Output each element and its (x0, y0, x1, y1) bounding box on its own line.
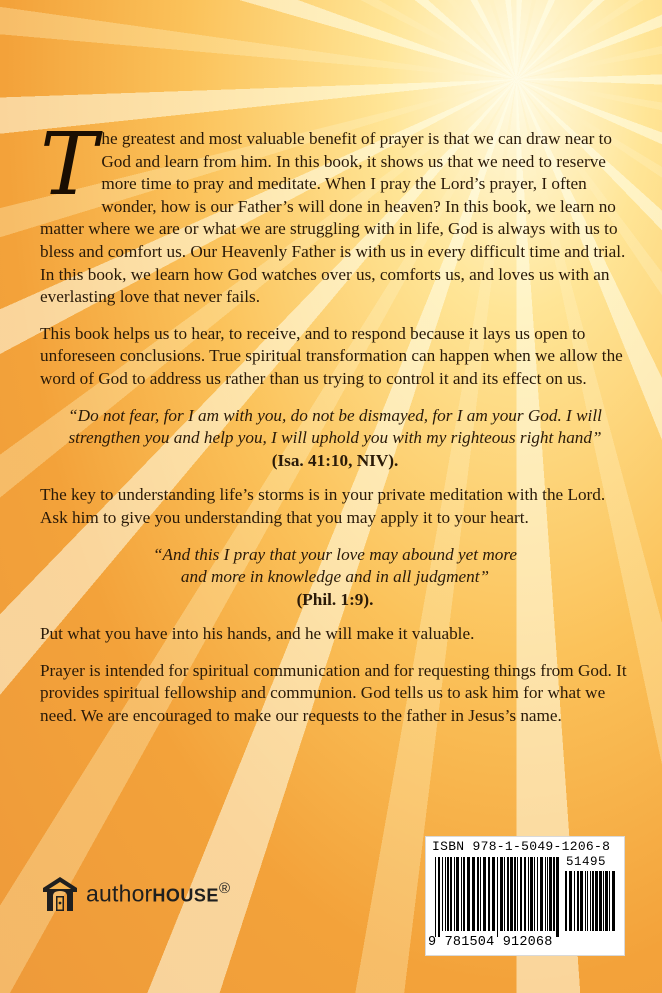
barcode-bar (547, 857, 548, 931)
barcode-bar (592, 871, 594, 931)
barcode-bar (504, 857, 505, 931)
barcode-bar (497, 857, 498, 937)
scripture-quote-2-ref: (Phil. 1:9). (296, 589, 374, 609)
publisher-name (86, 880, 230, 908)
barcode-bar (463, 857, 465, 931)
isbn-label: ISBN 978-1-5049-1206-8 (432, 839, 611, 854)
barcode-bar (574, 871, 575, 931)
barcode-bar (595, 871, 598, 931)
barcode-bar (520, 857, 522, 931)
scripture-quote-1-text: “Do not fear, for I am with you, do not be dismayed, for I am your God. I will strengthen you and help you, I will uphold you with my righteous right hand” (68, 405, 602, 448)
price-code: 51495 (566, 855, 607, 869)
publisher-name-lower: author (86, 880, 153, 907)
barcode-bar (599, 871, 602, 931)
paragraph-5: Prayer is intended for spiritual communication and for requesting things from God. It provides spiritual fellowship and communion. God tells us to ask him for what we need. We are encouraged to make our requests to the father in Jesus’s name. (40, 660, 627, 726)
barcode-bars-supplement (564, 871, 616, 937)
drop-cap: T (40, 115, 98, 215)
barcode-bar (577, 871, 579, 931)
scripture-quote-2-line-1: “And this I pray that your love may abound yet more (152, 544, 518, 564)
barcode-bar (612, 871, 615, 931)
barcode-bar (580, 871, 583, 931)
barcode-bar (435, 857, 436, 937)
barcode-bar (447, 857, 449, 931)
barcode-digits: 9 781504 912068 (428, 935, 553, 950)
barcode-bar (450, 857, 452, 931)
barcode-bar (507, 857, 509, 931)
barcode-bar (456, 857, 459, 931)
barcode-bar (605, 871, 608, 931)
barcode-bar (587, 871, 588, 931)
barcode-bar (510, 857, 513, 931)
publisher-name-caps: HOUSE (152, 885, 219, 906)
barcode-bar (492, 857, 495, 931)
paragraph-4: Put what you have into his hands, and he will make it valuable. (40, 624, 475, 644)
barcode-bar (454, 857, 455, 931)
barcode-bar (514, 857, 516, 931)
barcode-bar (500, 857, 503, 931)
barcode-bar (534, 857, 535, 931)
barcode-bar (472, 857, 475, 931)
registered-mark: ® (218, 880, 231, 898)
barcode-bar (461, 857, 462, 931)
scripture-quote-1 (40, 405, 630, 473)
paragraph-2: This book helps us to hear, to receive, and to respond because it lays us open to unforeseen conclusions. True spiritual transformation can happen when we allow the word of God to address us rather than us trying to control it and its effect on us. (40, 323, 623, 388)
scripture-quote-2-line-2: and more in knowledge and in all judgment” (180, 567, 490, 587)
cover-text (40, 115, 630, 742)
barcode-bar (585, 871, 586, 931)
barcode-bar (445, 857, 446, 931)
barcode-bar (590, 871, 591, 931)
barcode-bar (438, 857, 440, 937)
paragraph-1 (40, 115, 630, 309)
barcode-bar (477, 857, 479, 931)
barcode-bar (545, 857, 546, 931)
barcode-bar (488, 857, 490, 931)
barcode-bar (549, 857, 552, 931)
barcode-bar (483, 857, 486, 931)
barcode-bar (540, 857, 543, 931)
barcode-bar (528, 857, 529, 931)
barcode-bar (530, 857, 533, 931)
barcode-bar (442, 857, 443, 931)
isbn-barcode (425, 836, 625, 956)
barcode-bar (556, 857, 559, 937)
barcode-bars-main (434, 857, 560, 937)
barcode-bar (517, 857, 518, 931)
authorhouse-logo-icon (40, 874, 80, 914)
barcode-bar (569, 871, 572, 931)
barcode-bar (480, 857, 481, 931)
scripture-quote-1-ref: (Isa. 41:10, NIV). (271, 450, 399, 470)
barcode-bar (609, 871, 610, 931)
barcode-bar (603, 871, 604, 931)
barcode-bar (537, 857, 538, 931)
barcode-bar (553, 857, 555, 931)
publisher-logo (40, 873, 230, 915)
barcode-bar (565, 871, 567, 931)
scripture-quote-2 (40, 544, 630, 612)
paragraph-1-text: he greatest and most valuable benefit of prayer is that we can draw near to God and learn from him. In this book, it shows us that we need to reserve more time to pray and meditate. When I pray the Lord’s prayer, I often wonder, how is our Father’s will done in heaven? In this book, we learn no matter where we are or what we are struggling with in life, God is always with us to bless and comfort us. Our Heavenly Father is with us in every difficult time and trial. In this book, we learn how God watches over us, comforts us, and loves us with an everlasting love that never fails. (40, 129, 626, 307)
barcode-bar (467, 857, 470, 931)
barcode-bar (524, 857, 526, 931)
paragraph-3: The key to understanding life’s storms is in your private meditation with the Lord. Ask him to give you understanding that you may apply it to your heart. (40, 485, 606, 527)
